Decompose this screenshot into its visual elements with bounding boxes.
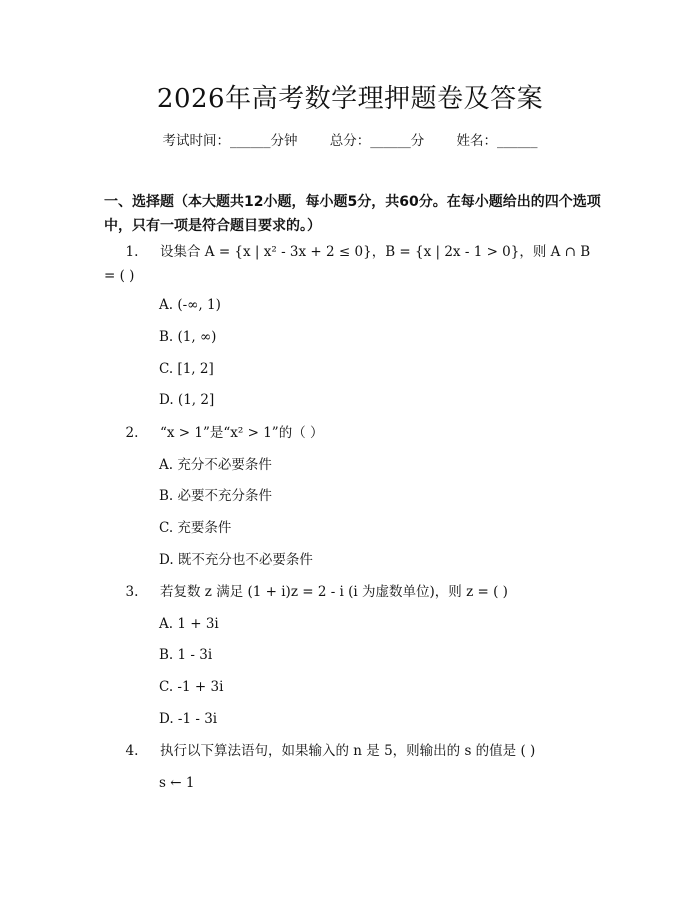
exam-time-field: 考试时间：______分钟 (162, 133, 298, 149)
option-3b: B. 1 - 3i (159, 647, 213, 663)
page-title: 2026年高考数学理押题卷及答案 (156, 84, 544, 114)
question-stem: 执行以下算法语句，如果输入的 n 是 5，则输出的 s 的值是 ( ) (160, 743, 536, 759)
student-name-field: 姓名：______ (456, 133, 538, 149)
question-number: 4. (125, 743, 139, 759)
question-2 (104, 421, 602, 445)
option-1d: D. (1, 2] (159, 392, 215, 408)
question-3 (104, 580, 602, 604)
option-3c: C. -1 + 3i (159, 679, 224, 695)
question-stem: 若复数 z 满足 (1 + i)z = 2 - i (i 为虚数单位)，则 z = ( ) (160, 584, 508, 600)
option-2d: D. 既不充分也不必要条件 (159, 552, 313, 568)
option-2a: A. 充分不必要条件 (159, 457, 272, 473)
option-1a: A. (-∞, 1) (159, 297, 221, 313)
total-score-field: 总分：______分 (329, 133, 425, 149)
question-1 (104, 240, 602, 288)
option-1c: C. [1, 2] (159, 361, 214, 377)
option-2c: C. 充要条件 (159, 520, 232, 536)
question-4 (104, 739, 602, 763)
option-3d: D. -1 - 3i (159, 711, 218, 727)
question-stem: “x > 1”是“x² > 1”的（ ） (160, 425, 324, 441)
question-number: 1. (125, 244, 139, 260)
section-heading: 一、选择题（本大题共12小题，每小题5分，共60分。在每小题给出的四个选项中，只有一项是符合题目要求的。） (104, 194, 601, 234)
option-3a: A. 1 + 3i (159, 616, 219, 632)
question-stem: 设集合 A = {x | x² - 3x + 2 ≤ 0}，B = {x | 2x - 1 > 0}，则 A ∩ B = ( ) (104, 244, 591, 284)
question-number: 3. (125, 584, 139, 600)
algorithm-line: s ← 1 (159, 775, 195, 791)
option-1b: B. (1, ∞) (159, 329, 217, 345)
exam-meta (0, 132, 700, 150)
option-2b: B. 必要不充分条件 (159, 488, 273, 504)
question-number: 2. (125, 425, 139, 441)
